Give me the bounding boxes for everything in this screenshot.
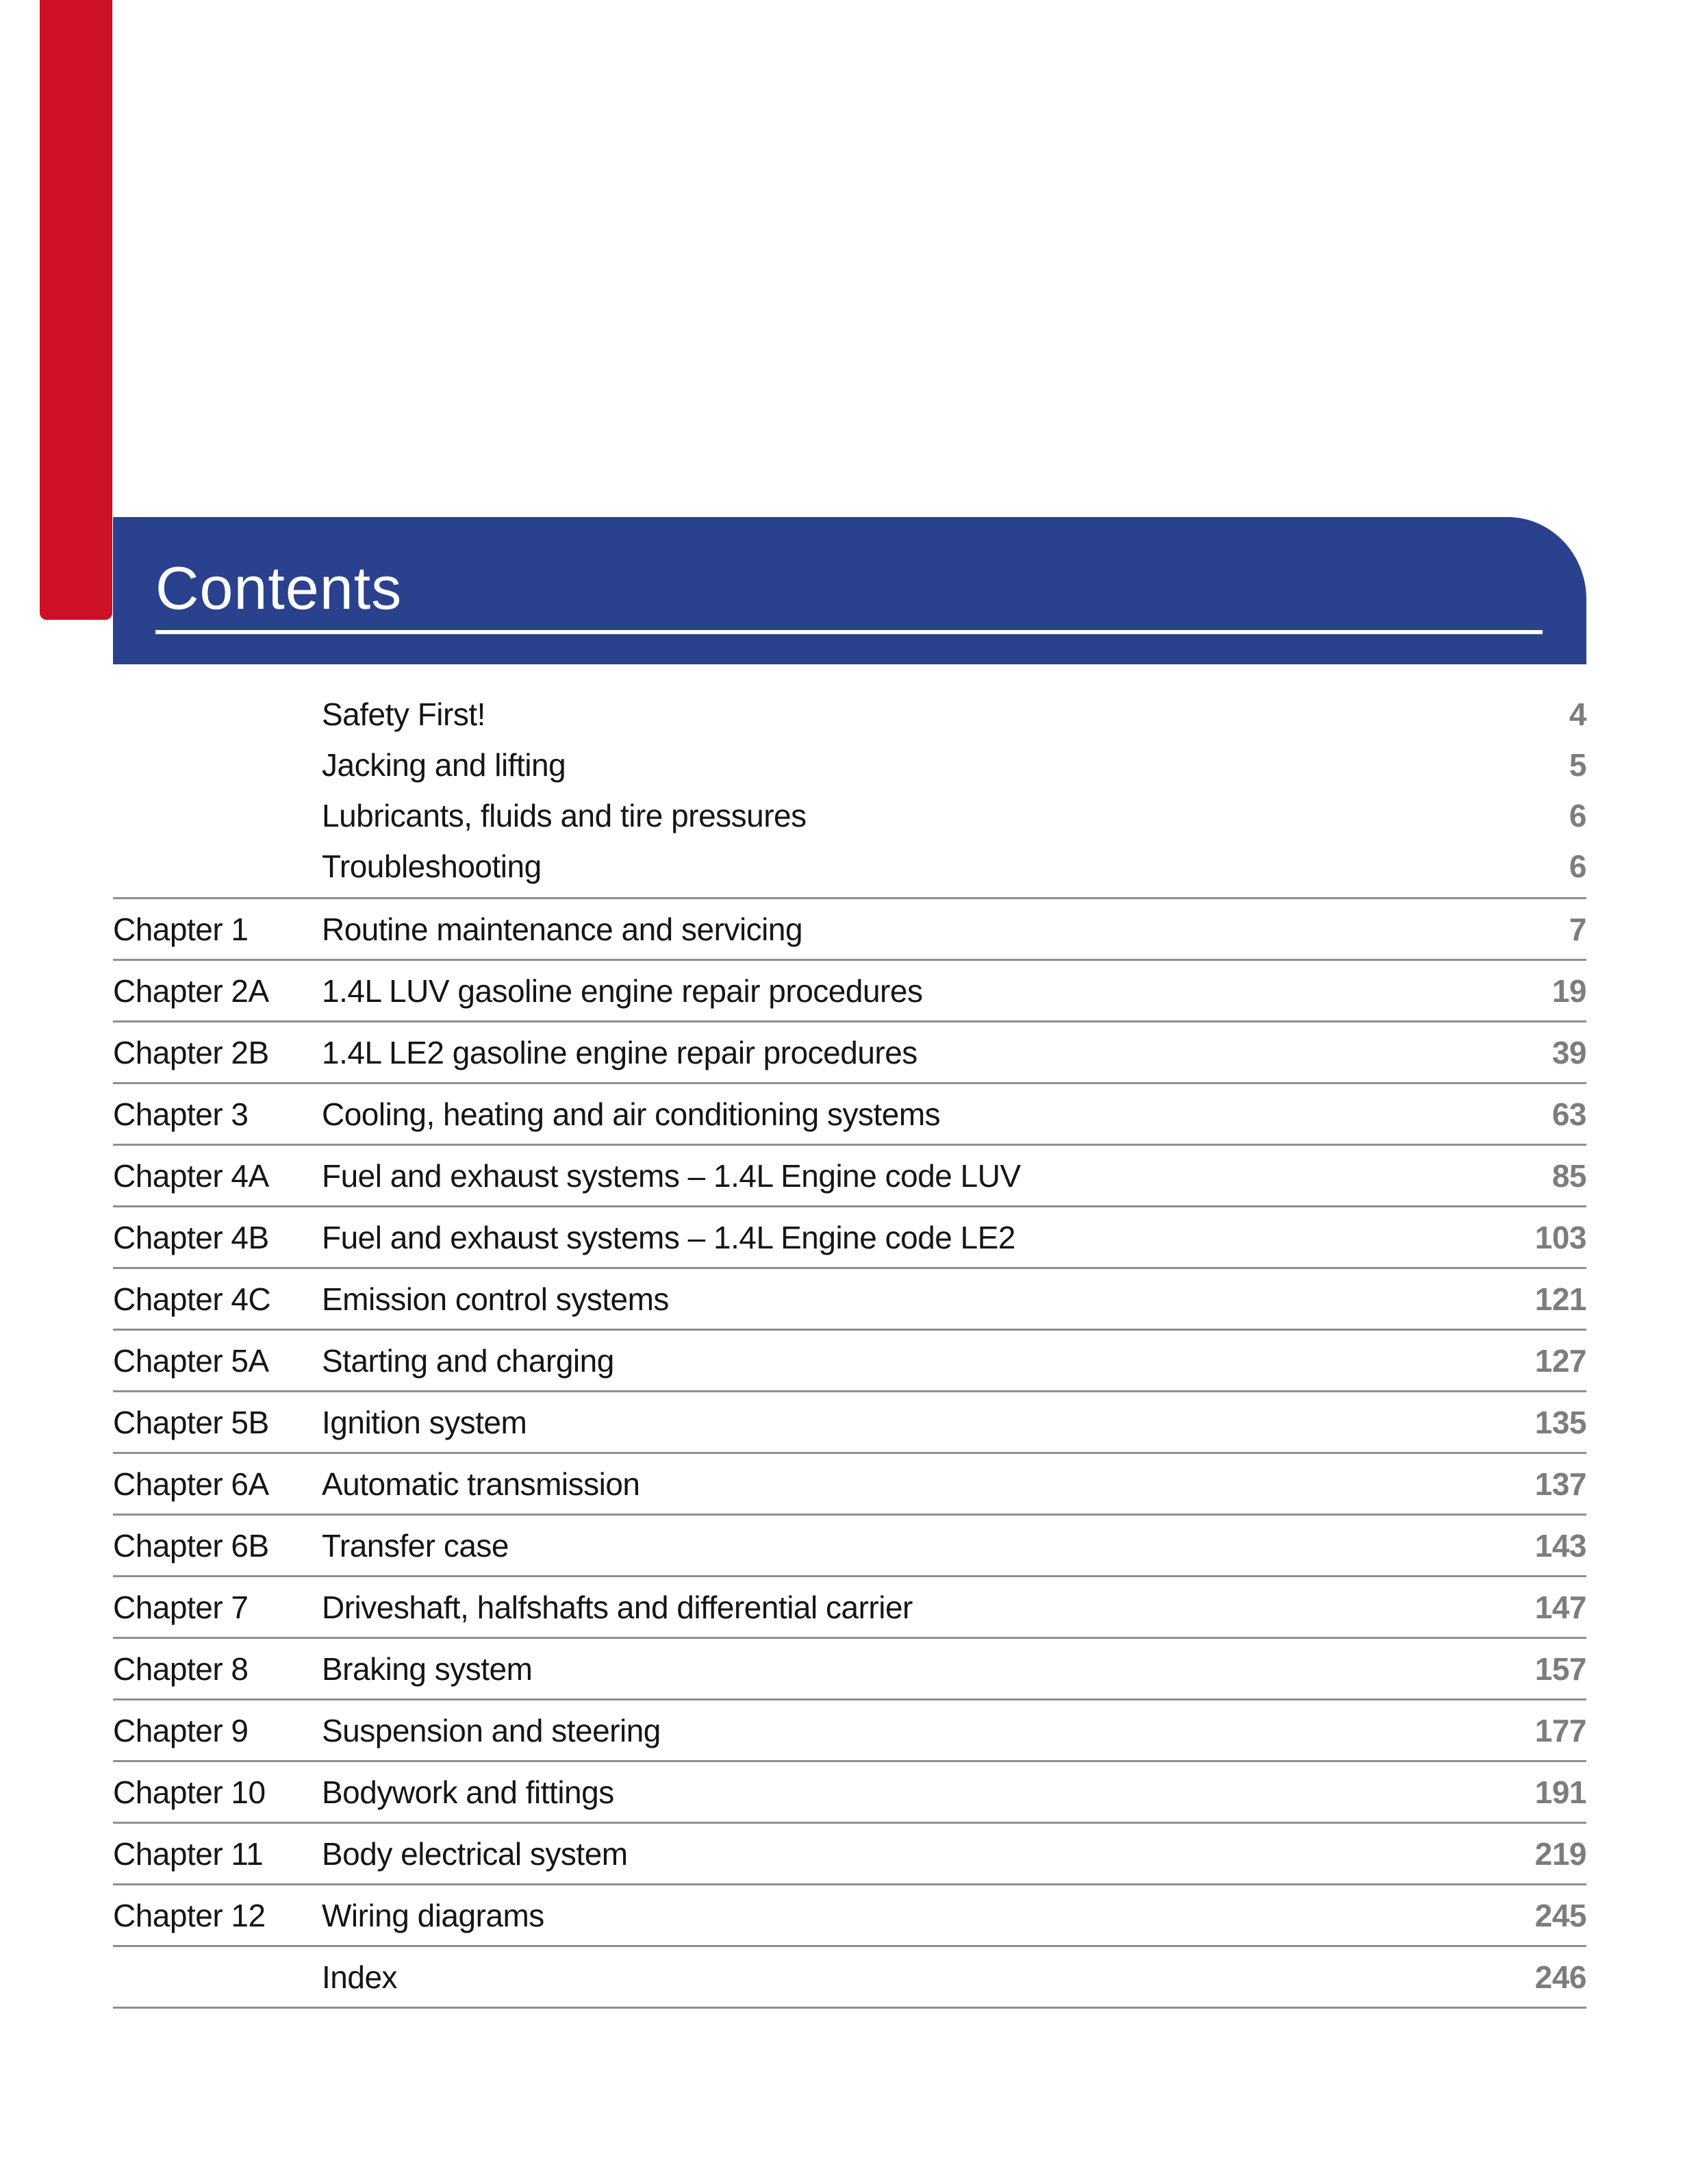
entry-title: Safety First! [322,696,485,732]
entry-title: Bodywork and fittings [322,1774,614,1810]
toc-front-matter [113,689,1586,892]
toc-row [113,1144,1586,1205]
entry-title: 1.4L LUV gasoline engine repair procedures [322,972,923,1009]
toc-row [113,1329,1586,1390]
toc-row [113,1698,1586,1760]
page-number: 85 [1551,1157,1586,1194]
entry-title: Starting and charging [322,1342,614,1379]
chapter-label: Chapter 1 [113,911,249,947]
chapter-label: Chapter 5B [113,1404,269,1440]
page-number: 219 [1534,1835,1586,1872]
chapter-label: Chapter 4B [113,1219,269,1255]
chapter-label: Chapter 2B [113,1034,269,1070]
toc-row [113,1205,1586,1267]
page-number: 121 [1534,1281,1586,1317]
entry-title: Emission control systems [322,1281,669,1317]
entry-title: Wiring diagrams [322,1897,544,1933]
entry-title: Index [322,1959,398,1995]
page-number: 246 [1534,1959,1586,1995]
chapter-label: Chapter 7 [113,1589,249,1625]
toc-row [113,1637,1586,1698]
entry-title: Transfer case [322,1527,509,1564]
page-number: 177 [1534,1712,1586,1748]
page-number: 103 [1534,1219,1586,1255]
toc-row [113,1267,1586,1329]
contents-banner [113,517,1586,664]
entry-title: 1.4L LE2 gasoline engine repair procedures [322,1034,917,1070]
toc-row [113,740,1586,790]
page-number: 39 [1551,1034,1586,1070]
toc-row [113,790,1586,841]
chapter-label: Chapter 5A [113,1342,269,1379]
page-number: 4 [1569,696,1586,732]
chapter-label: Chapter 8 [113,1650,249,1687]
toc-row [113,689,1586,740]
page-number: 7 [1569,911,1586,947]
page-number: 137 [1534,1466,1586,1502]
entry-title: Suspension and steering [322,1712,661,1748]
entry-title: Fuel and exhaust systems – 1.4L Engine code LUV [322,1157,1021,1194]
red-edge-stripe [40,0,112,620]
toc-row [113,841,1586,892]
title-underline [155,630,1543,634]
toc-row [113,1575,1586,1637]
entry-title: Cooling, heating and air conditioning systems [322,1096,941,1132]
page-number: 157 [1534,1650,1586,1687]
page-number: 135 [1534,1404,1586,1440]
page-title: Contents [155,554,403,622]
page-number: 245 [1534,1897,1586,1933]
chapter-label: Chapter 3 [113,1096,249,1132]
toc-row [113,897,1586,959]
chapter-label: Chapter 6B [113,1527,269,1564]
entry-title: Fuel and exhaust systems – 1.4L Engine code LE2 [322,1219,1016,1255]
toc-row [113,1390,1586,1452]
toc-row [113,1883,1586,1945]
chapter-label: Chapter 9 [113,1712,249,1748]
page-number: 19 [1551,972,1586,1009]
entry-title: Routine maintenance and servicing [322,911,803,947]
toc-row [113,1082,1586,1144]
page-number: 147 [1534,1589,1586,1625]
chapter-label: Chapter 10 [113,1774,266,1810]
toc-row [113,1760,1586,1822]
page-number: 143 [1534,1527,1586,1564]
entry-title: Lubricants, fluids and tire pressures [322,798,807,833]
chapter-label: Chapter 6A [113,1466,269,1502]
page-number: 6 [1569,849,1586,884]
toc-row [113,959,1586,1020]
page-number: 5 [1569,747,1586,783]
entry-title: Troubleshooting [322,849,542,884]
chapter-label: Chapter 12 [113,1897,266,1933]
chapter-label: Chapter 2A [113,972,269,1009]
page-number: 191 [1534,1774,1586,1810]
page-number: 127 [1534,1342,1586,1379]
page-number: 6 [1569,798,1586,833]
chapter-label: Chapter 4C [113,1281,271,1317]
toc-row [113,1514,1586,1575]
toc-chapter-list [113,897,1586,2009]
entry-title: Ignition system [322,1404,527,1440]
chapter-label: Chapter 4A [113,1157,269,1194]
toc-row [113,1945,1586,2007]
toc-row [113,1452,1586,1514]
chapter-label: Chapter 11 [113,1835,264,1872]
toc-row [113,1822,1586,1883]
entry-title: Body electrical system [322,1835,628,1872]
entry-title: Driveshaft, halfshafts and differential carrier [322,1589,913,1625]
entry-title: Automatic transmission [322,1466,640,1502]
page-number: 63 [1551,1096,1586,1132]
entry-title: Braking system [322,1650,533,1687]
toc-row [113,1020,1586,1082]
entry-title: Jacking and lifting [322,747,566,783]
